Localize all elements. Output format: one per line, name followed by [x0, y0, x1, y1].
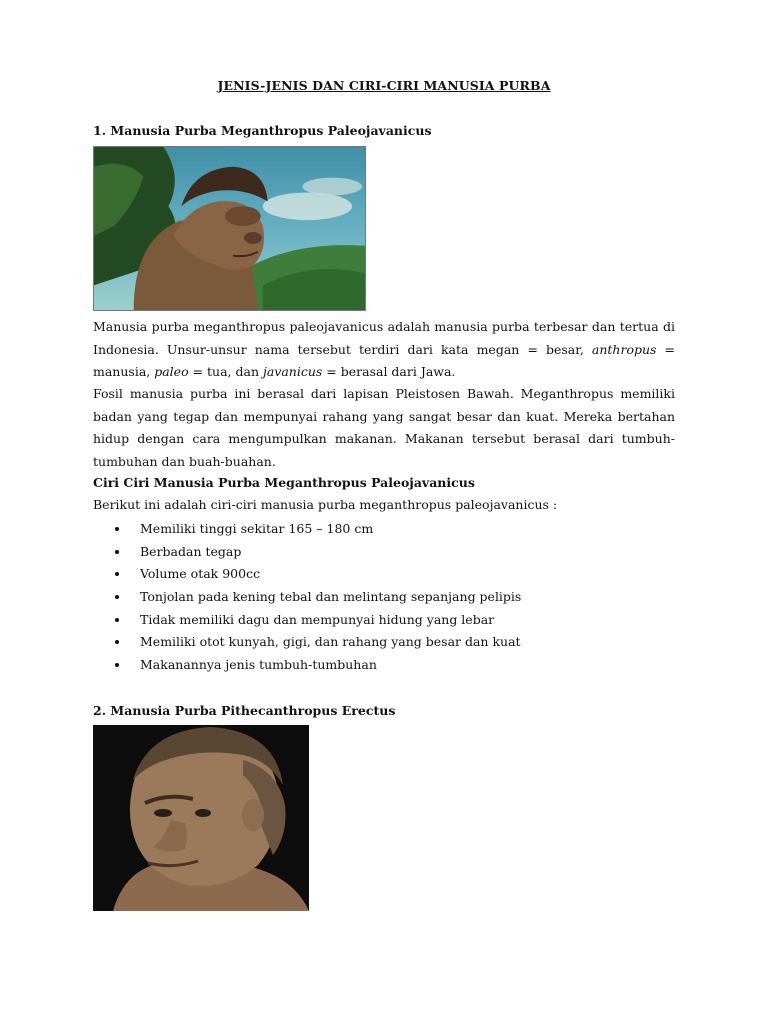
list-item-text: Memiliki otot kunyah, gigi, dan rahang yang besar dan kuat [140, 634, 521, 650]
list-item [93, 520, 653, 543]
traits-list [93, 520, 653, 679]
paragraph-definition-part: = berasal dari Jawa. [322, 364, 456, 379]
list-item-text: Memiliki tinggi sekitar 165 – 180 cm [140, 521, 374, 536]
list-item-text: Tidak memiliki dagu dan mempunyai hidung yang lebar [140, 611, 495, 627]
section-1-heading: 1. Manusia Purba Meganthropus Paleojavanicus [93, 123, 432, 138]
paragraph-definition [93, 316, 675, 384]
list-item [93, 588, 653, 611]
meganthropus-image [94, 147, 365, 310]
list-item-text: Berbadan tegap [140, 543, 242, 559]
pithecanthropus-photo [93, 725, 309, 911]
list-item [93, 543, 653, 566]
bullet-icon [115, 550, 119, 554]
list-item [93, 565, 653, 588]
list-item-text: Volume otak 900cc [140, 566, 261, 582]
bullet-icon [115, 640, 119, 644]
traits-intro: Berikut ini adalah ciri-ciri manusia purba meganthropus paleojavanicus : [93, 497, 558, 512]
traits-subheading: Ciri Ciri Manusia Purba Meganthropus Paleojavanicus [93, 475, 475, 490]
document-title: JENIS-JENIS DAN CIRI-CIRI MANUSIA PURBA [217, 78, 551, 93]
paragraph-definition-part: Manusia purba meganthropus paleojavanicus adalah manusia purba terbesar dan tertua di Indonesia. Unsur-unsur nama tersebut terdiri dari kata megan = besar, [93, 319, 675, 357]
list-item [93, 656, 653, 679]
bullet-icon [115, 595, 119, 599]
paragraph-definition-part: = manusia, [93, 341, 675, 379]
term-javanicus: javanicus [262, 364, 323, 379]
bullet-icon [115, 527, 119, 531]
bullet-icon [115, 572, 119, 576]
meganthropus-illustration [93, 146, 366, 311]
list-item-text: Tonjolan pada kening tebal dan melintang sepanjang pelipis [140, 589, 522, 605]
term-paleo: paleo [154, 364, 189, 379]
list-item-text: Makanannya jenis tumbuh-tumbuhan [140, 657, 377, 673]
term-anthropus: anthropus [591, 341, 657, 357]
paragraph-fossil: Fosil manusia purba ini berasal dari lapisan Pleistosen Bawah. Meganthropus memiliki badan yang tegap dan mempunyai rahang yang sangat besar dan kuat. Mereka bertahan hidup dengan cara mengumpulkan makanan. Makanan tersebut berasal dari tumbuh-tumbuhan dan buah-buahan. [93, 386, 675, 469]
bullet-icon [115, 618, 119, 622]
list-item [93, 633, 653, 656]
bullet-icon [115, 663, 119, 667]
paragraph-definition-part: = tua, dan [188, 364, 263, 379]
section-2-heading: 2. Manusia Purba Pithecanthropus Erectus [93, 703, 396, 718]
list-item [93, 611, 653, 634]
pithecanthropus-image [93, 725, 309, 911]
